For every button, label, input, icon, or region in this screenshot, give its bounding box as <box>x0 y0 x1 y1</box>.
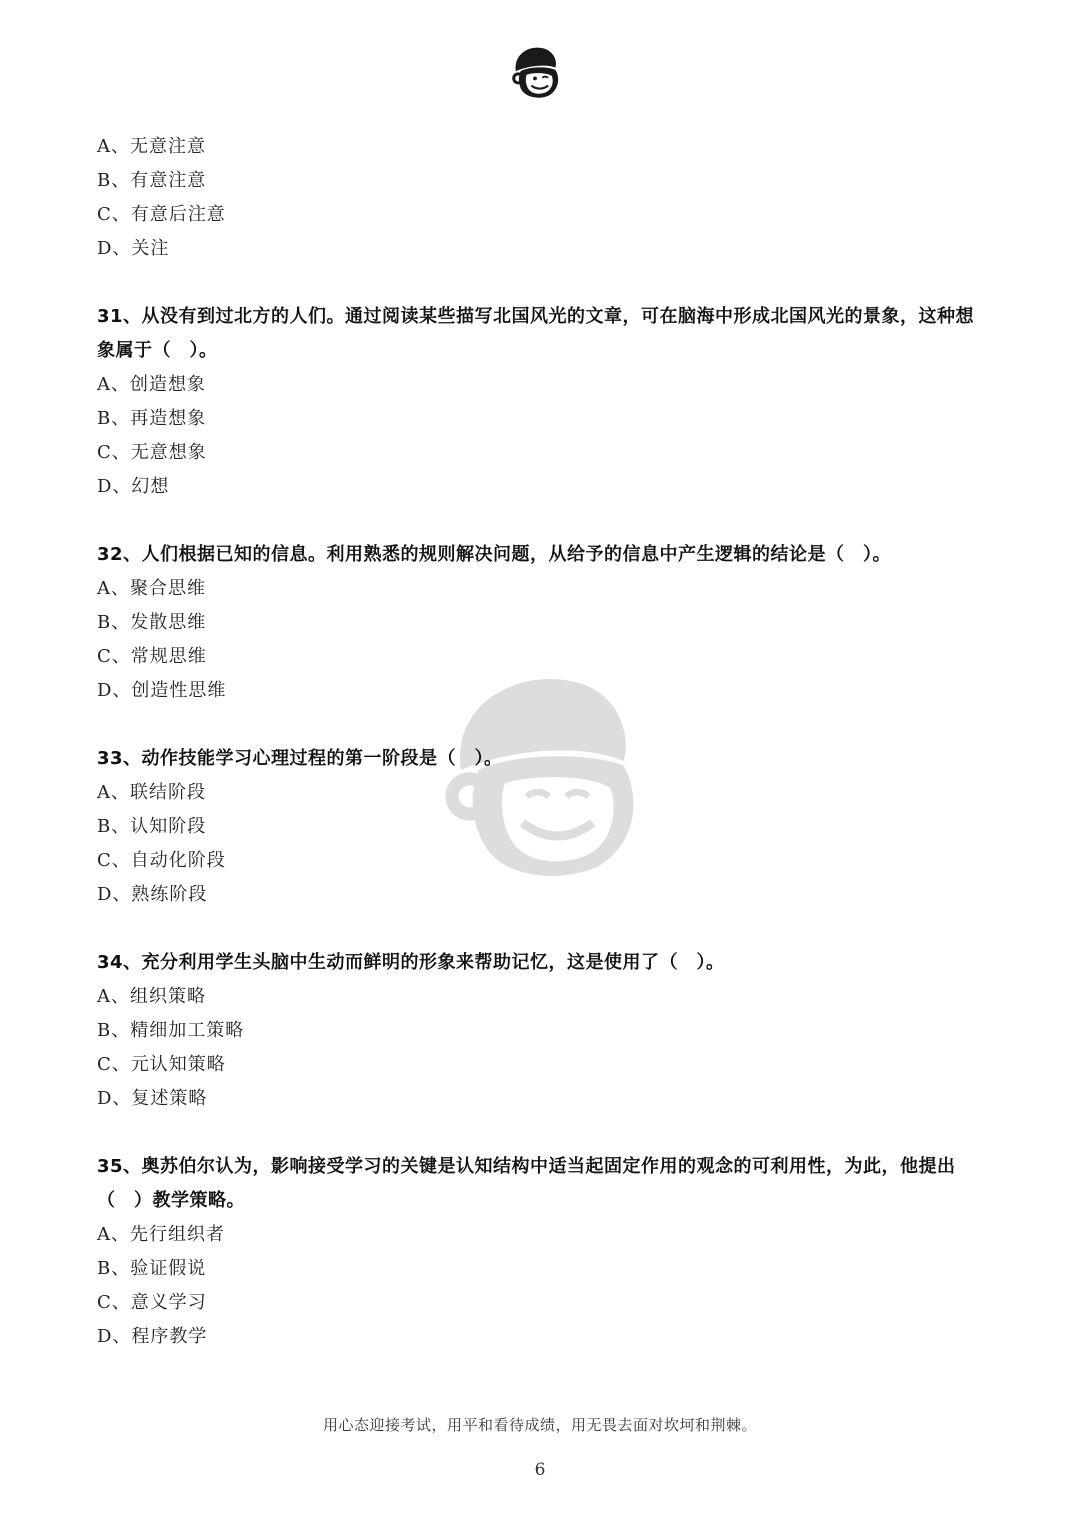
question-text: 31、从没有到过北方的人们。通过阅读某些描写北国风光的文章，可在脑海中形成北国风光的景象，这种想象属于（ ）。 <box>97 306 975 361</box>
option-item: B、认知阶段 <box>97 816 207 837</box>
option-item: A、先行组织者 <box>97 1224 225 1245</box>
page-number: 6 <box>534 1460 546 1480</box>
question-text: 33、动作技能学习心理过程的第一阶段是（ ）。 <box>97 748 503 769</box>
monkey-mascot-icon <box>505 40 565 100</box>
option-item: B、验证假说 <box>97 1258 207 1279</box>
question-text: 34、充分利用学生头脑中生动而鲜明的形象来帮助记忆，这是使用了（ ）。 <box>97 952 725 973</box>
question-31 <box>97 300 987 504</box>
question-34 <box>97 946 987 1116</box>
option-item: C、常规思维 <box>97 646 207 667</box>
question-text: 35、奥苏伯尔认为，影响接受学习的关键是认知结构中适当起固定作用的观念的可利用性，为此，他提出（ ）教学策略。 <box>97 1156 956 1211</box>
question-text: 32、人们根据已知的信息。利用熟悉的规则解决问题，从给予的信息中产生逻辑的结论是（ ）。 <box>97 544 892 565</box>
option-item: B、精细加工策略 <box>97 1020 245 1041</box>
previous-question-options <box>97 130 987 266</box>
option-item: C、无意想象 <box>97 442 207 463</box>
option-item: A、组织策略 <box>97 986 206 1007</box>
option-item: C、有意后注意 <box>97 204 226 225</box>
option-item: D、幻想 <box>97 476 170 497</box>
question-content <box>97 130 987 1354</box>
option-item: A、无意注意 <box>97 136 206 157</box>
option-item: C、元认知策略 <box>97 1054 226 1075</box>
option-item: C、意义学习 <box>97 1292 207 1313</box>
option-item: D、程序教学 <box>97 1326 208 1347</box>
option-item: D、复述策略 <box>97 1088 208 1109</box>
option-item: B、再造想象 <box>97 408 207 429</box>
option-item: A、联结阶段 <box>97 782 206 803</box>
option-item: B、发散思维 <box>97 612 207 633</box>
option-item: B、有意注意 <box>97 170 207 191</box>
option-item: A、聚合思维 <box>97 578 206 599</box>
question-33 <box>97 742 987 912</box>
footer-motto: 用心态迎接考试，用平和看待成绩，用无畏去面对坎坷和荆棘。 <box>322 1416 757 1434</box>
option-item: D、熟练阶段 <box>97 884 208 905</box>
question-35 <box>97 1150 987 1354</box>
option-item: C、自动化阶段 <box>97 850 226 871</box>
option-item: D、关注 <box>97 238 170 259</box>
question-32 <box>97 538 987 708</box>
option-item: D、创造性思维 <box>97 680 227 701</box>
option-item: A、创造想象 <box>97 374 206 395</box>
